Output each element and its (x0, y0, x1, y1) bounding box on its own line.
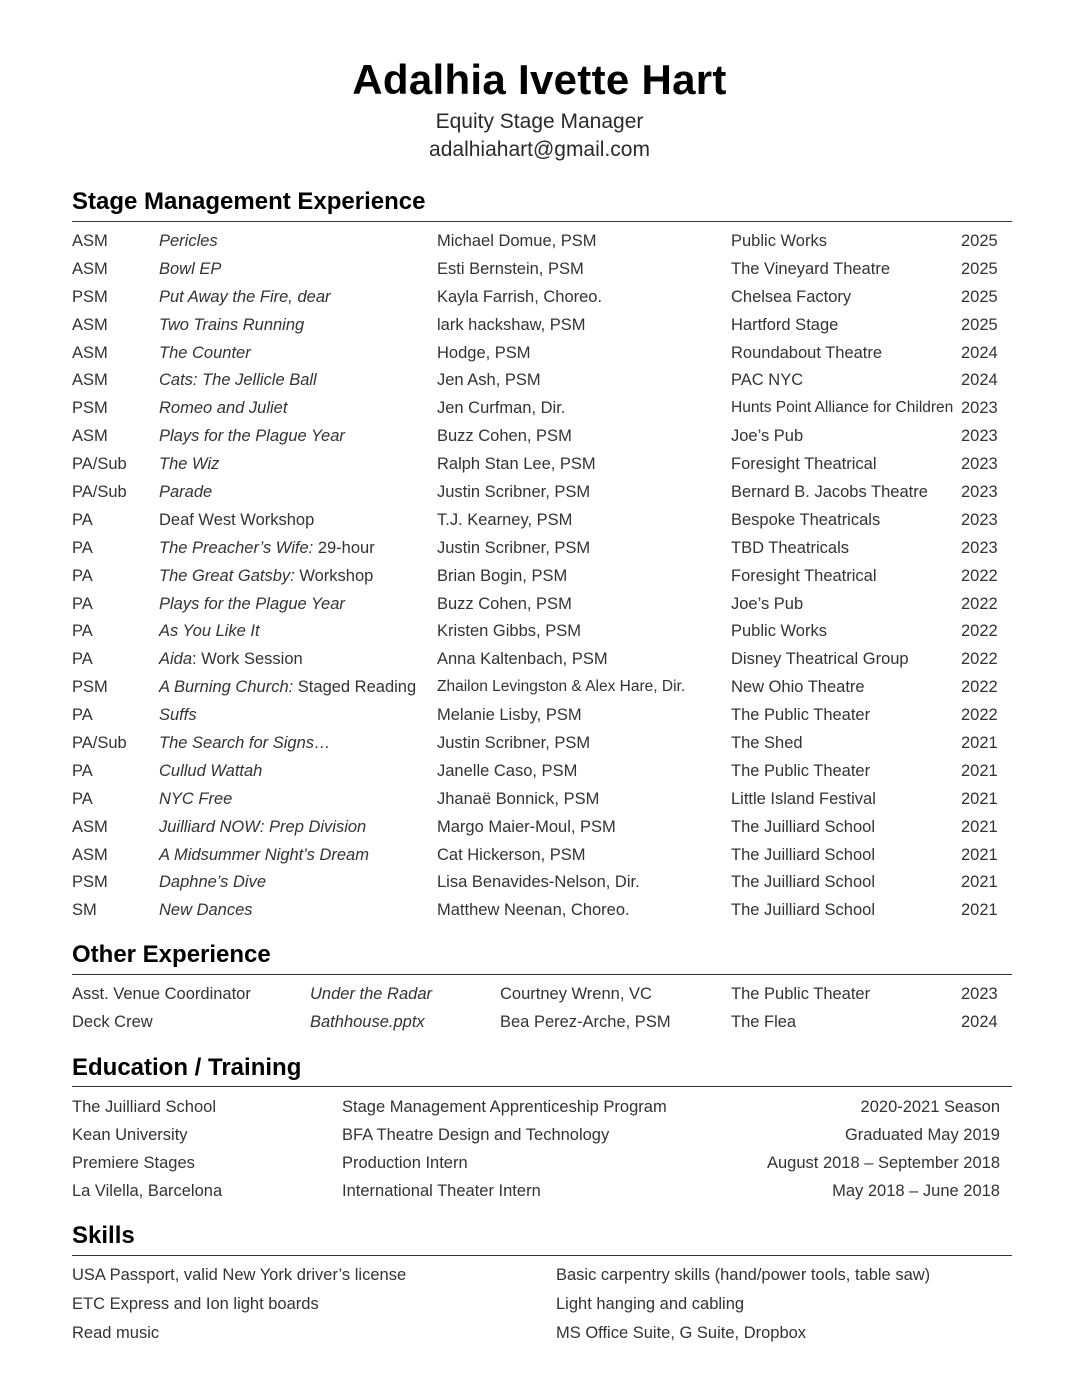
sm-contact: Ralph Stan Lee, PSM (437, 455, 596, 474)
sm-contact: Margo Maier-Moul, PSM (437, 817, 616, 836)
sm-year: 2023 (961, 427, 998, 446)
oe-role: Deck Crew (72, 1012, 153, 1031)
edu-row (72, 1181, 1012, 1209)
sm-show: Pericles (159, 232, 218, 250)
sm-role: PSM (72, 287, 108, 306)
section-heading-education: Education / Training (72, 1054, 302, 1081)
sm-contact: Cat Hickerson, PSM (437, 845, 586, 864)
sm-row (72, 426, 1012, 454)
edu-program: International Theater Intern (342, 1181, 541, 1200)
sm-venue: The Juilliard School (731, 817, 875, 836)
skills-row (72, 1323, 1012, 1352)
section-heading-skills: Skills (72, 1222, 135, 1249)
sm-contact: Buzz Cohen, PSM (437, 427, 572, 446)
resume-title: Equity Stage Manager (435, 110, 644, 133)
stage-management-list (72, 231, 1012, 928)
sm-show: The Search for Signs… (159, 734, 331, 753)
sm-contact: Hodge, PSM (437, 343, 531, 362)
sm-year: 2023 (961, 483, 998, 502)
sm-year: 2022 (961, 706, 998, 725)
edu-row (72, 1153, 1012, 1181)
sm-row (72, 510, 1012, 538)
sm-role: PSM (72, 399, 108, 418)
sm-role: PA (72, 622, 93, 641)
sm-venue: Hartford Stage (731, 315, 839, 334)
sm-show: Aida: Work Session (159, 650, 303, 669)
sm-venue: Disney Theatrical Group (731, 650, 909, 669)
sm-venue: The Juilliard School (731, 901, 875, 920)
sm-row (72, 705, 1012, 733)
sm-contact: Zhailon Levingston & Alex Hare, Dir. (437, 678, 686, 696)
sm-row (72, 789, 1012, 817)
sm-contact: Justin Scribner, PSM (437, 483, 591, 502)
sm-venue: Little Island Festival (731, 789, 876, 808)
sm-contact: Matthew Neenan, Choreo. (437, 901, 630, 920)
sm-year: 2021 (961, 817, 998, 836)
sm-show: Cullud Wattah (159, 761, 263, 780)
sm-year: 2021 (961, 789, 998, 808)
sm-show: Parade (159, 483, 213, 502)
sm-show: Plays for the Plague Year (159, 594, 345, 613)
sm-venue: Chelsea Factory (731, 287, 852, 306)
sm-contact: Anna Kaltenbach, PSM (437, 650, 608, 669)
edu-dates: 2020-2021 Season (860, 1098, 1000, 1116)
oe-year: 2023 (961, 985, 998, 1003)
edu-dates: Graduated May 2019 (844, 1125, 1000, 1144)
oe-role: Asst. Venue Coordinator (72, 985, 251, 1003)
edu-dates: August 2018 – September 2018 (766, 1153, 1000, 1172)
sm-contact: Jen Ash, PSM (437, 371, 541, 390)
resume-name: Adalhia Ivette Hart (352, 56, 727, 103)
edu-program: BFA Theatre Design and Technology (342, 1125, 610, 1144)
sm-show: Juilliard NOW: Prep Division (159, 817, 367, 836)
sm-row (72, 677, 1012, 705)
sm-row (72, 231, 1012, 259)
sm-show: Romeo and Juliet (159, 399, 288, 418)
sm-show: Daphne’s Dive (159, 873, 267, 892)
sm-role: PA/Sub (72, 483, 127, 502)
sm-year: 2022 (961, 622, 998, 641)
sm-role: PA (72, 706, 93, 725)
sm-venue: PAC NYC (731, 371, 804, 390)
sm-venue: The Juilliard School (731, 845, 875, 864)
sm-role: PA (72, 594, 93, 613)
sm-role: PSM (72, 873, 108, 892)
sm-role: PA (72, 650, 93, 669)
sm-show: The Preacher’s Wife: 29-hour (159, 538, 375, 557)
sm-row (72, 287, 1012, 315)
sm-venue: Joe’s Pub (731, 427, 804, 446)
sm-role: PA (72, 510, 93, 529)
sm-year: 2021 (961, 761, 998, 780)
resume-email: adalhiahart@gmail.com (429, 138, 650, 161)
sm-role: PA (72, 761, 93, 780)
sm-venue: TBD Theatricals (731, 538, 849, 557)
section-divider (72, 1086, 1012, 1087)
sm-row (72, 566, 1012, 594)
sm-row (72, 845, 1012, 873)
sm-row (72, 259, 1012, 287)
oe-year: 2024 (961, 1012, 998, 1031)
sm-row (72, 343, 1012, 371)
sm-year: 2023 (961, 399, 998, 418)
sm-role: PA/Sub (72, 455, 127, 474)
sm-venue: Public Works (731, 622, 827, 641)
section-divider (72, 974, 1012, 975)
sm-contact: Kristen Gibbs, PSM (437, 622, 581, 641)
sm-venue: Bernard B. Jacobs Theatre (731, 483, 928, 502)
skills-list (72, 1265, 1012, 1352)
sm-contact: Kayla Farrish, Choreo. (437, 287, 603, 306)
sm-contact: Justin Scribner, PSM (437, 538, 591, 557)
other-experience-list (72, 984, 1012, 1040)
oe-contact: Bea Perez-Arche, PSM (500, 1012, 671, 1031)
skill-item: ETC Express and Ion light boards (72, 1295, 319, 1313)
sm-venue: The Vineyard Theatre (731, 259, 890, 278)
sm-year: 2022 (961, 650, 998, 669)
oe-contact: Courtney Wrenn, VC (500, 985, 652, 1003)
sm-year: 2022 (961, 594, 998, 613)
sm-venue: Public Works (731, 232, 827, 250)
oe-show: Under the Radar (310, 985, 432, 1003)
sm-show: Cats: The Jellicle Ball (159, 371, 317, 390)
sm-show: Plays for the Plague Year (159, 427, 345, 446)
sm-role: ASM (72, 315, 108, 334)
oe-venue: The Flea (731, 1012, 797, 1031)
section-divider (72, 1255, 1012, 1256)
sm-contact: Jen Curfman, Dir. (437, 399, 566, 418)
sm-row (72, 733, 1012, 761)
edu-school: La Vilella, Barcelona (72, 1181, 223, 1200)
sm-show: The Counter (159, 343, 251, 362)
sm-venue: Hunts Point Alliance for Children (731, 399, 954, 417)
sm-row (72, 370, 1012, 398)
education-list (72, 1097, 1012, 1209)
edu-program: Stage Management Apprenticeship Program (342, 1098, 667, 1116)
oe-row (72, 1012, 1012, 1040)
oe-venue: The Public Theater (731, 985, 871, 1003)
sm-role: PA/Sub (72, 734, 127, 753)
sm-venue: The Shed (731, 734, 803, 753)
sm-contact: Lisa Benavides-Nelson, Dir. (437, 873, 640, 892)
sm-year: 2023 (961, 455, 998, 474)
sm-contact: Justin Scribner, PSM (437, 734, 591, 753)
sm-row (72, 594, 1012, 622)
sm-year: 2025 (961, 232, 998, 250)
sm-row (72, 621, 1012, 649)
sm-contact: Brian Bogin, PSM (437, 566, 568, 585)
sm-role: ASM (72, 845, 108, 864)
edu-program: Production Intern (342, 1153, 468, 1172)
sm-year: 2021 (961, 901, 998, 920)
sm-year: 2021 (961, 845, 998, 864)
sm-contact: T.J. Kearney, PSM (437, 510, 573, 529)
sm-contact: Michael Domue, PSM (437, 232, 597, 250)
oe-show: Bathhouse.pptx (310, 1012, 425, 1031)
section-divider (72, 221, 1012, 222)
sm-show: The Wiz (159, 455, 220, 474)
sm-row (72, 398, 1012, 426)
edu-dates: May 2018 – June 2018 (832, 1181, 1000, 1200)
sm-contact: Esti Bernstein, PSM (437, 259, 584, 278)
edu-school: Kean University (72, 1125, 188, 1144)
sm-role: ASM (72, 232, 108, 250)
sm-role: ASM (72, 371, 108, 390)
sm-role: PSM (72, 678, 108, 697)
sm-venue: Roundabout Theatre (731, 343, 883, 362)
sm-year: 2025 (961, 287, 998, 306)
sm-contact: Buzz Cohen, PSM (437, 594, 572, 613)
sm-contact: Janelle Caso, PSM (437, 761, 578, 780)
sm-show: Suffs (159, 706, 197, 725)
sm-role: SM (72, 901, 97, 920)
edu-school: Premiere Stages (72, 1153, 195, 1172)
sm-show: NYC Free (159, 789, 233, 808)
oe-row (72, 984, 1012, 1012)
sm-row (72, 454, 1012, 482)
section-heading-other-experience: Other Experience (72, 941, 271, 968)
sm-year: 2021 (961, 873, 998, 892)
sm-year: 2021 (961, 734, 998, 753)
sm-row (72, 900, 1012, 928)
skill-item: Basic carpentry skills (hand/power tools, table saw) (556, 1266, 931, 1284)
sm-venue: Bespoke Theatricals (731, 510, 881, 529)
sm-role: PA (72, 538, 93, 557)
edu-row (72, 1125, 1012, 1153)
sm-year: 2024 (961, 371, 998, 390)
sm-show: As You Like It (159, 622, 260, 641)
sm-show: Put Away the Fire, dear (159, 287, 331, 306)
sm-venue: The Juilliard School (731, 873, 875, 892)
sm-contact: Melanie Lisby, PSM (437, 706, 582, 725)
sm-year: 2025 (961, 315, 998, 334)
sm-role: PA (72, 789, 93, 808)
sm-year: 2022 (961, 678, 998, 697)
sm-venue: The Public Theater (731, 706, 871, 725)
sm-show: A Midsummer Night’s Dream (159, 845, 369, 864)
sm-show: Two Trains Running (159, 315, 305, 334)
edu-school: The Juilliard School (72, 1098, 216, 1116)
sm-venue: Foresight Theatrical (731, 455, 877, 474)
sm-show: The Great Gatsby: Workshop (159, 566, 374, 585)
skills-row (72, 1294, 1012, 1323)
sm-role: ASM (72, 343, 108, 362)
skill-item: Light hanging and cabling (556, 1295, 745, 1313)
sm-venue: Joe’s Pub (731, 594, 804, 613)
skill-item: USA Passport, valid New York driver’s license (72, 1266, 407, 1284)
sm-contact: Jhanaë Bonnick, PSM (437, 789, 600, 808)
sm-show: Deaf West Workshop (159, 510, 315, 529)
sm-role: ASM (72, 817, 108, 836)
sm-venue: New Ohio Theatre (731, 678, 865, 697)
sm-year: 2025 (961, 259, 998, 278)
sm-venue: Foresight Theatrical (731, 566, 877, 585)
section-heading-stage-management: Stage Management Experience (72, 188, 426, 215)
sm-row (72, 538, 1012, 566)
sm-row (72, 649, 1012, 677)
sm-row (72, 872, 1012, 900)
sm-contact: lark hackshaw, PSM (437, 315, 586, 334)
edu-row (72, 1097, 1012, 1125)
sm-row (72, 315, 1012, 343)
sm-year: 2023 (961, 538, 998, 557)
skill-item: Read music (72, 1324, 160, 1342)
sm-role: ASM (72, 427, 108, 446)
sm-role: PA (72, 566, 93, 585)
sm-show: Bowl EP (159, 259, 222, 278)
sm-row (72, 817, 1012, 845)
sm-year: 2022 (961, 566, 998, 585)
sm-row (72, 761, 1012, 789)
skill-item: MS Office Suite, G Suite, Dropbox (556, 1324, 807, 1342)
skills-row (72, 1265, 1012, 1294)
sm-show: A Burning Church: Staged Reading (159, 678, 417, 697)
sm-venue: The Public Theater (731, 761, 871, 780)
sm-year: 2023 (961, 510, 998, 529)
sm-row (72, 482, 1012, 510)
sm-show: New Dances (159, 901, 253, 920)
sm-year: 2024 (961, 343, 998, 362)
sm-role: ASM (72, 259, 108, 278)
